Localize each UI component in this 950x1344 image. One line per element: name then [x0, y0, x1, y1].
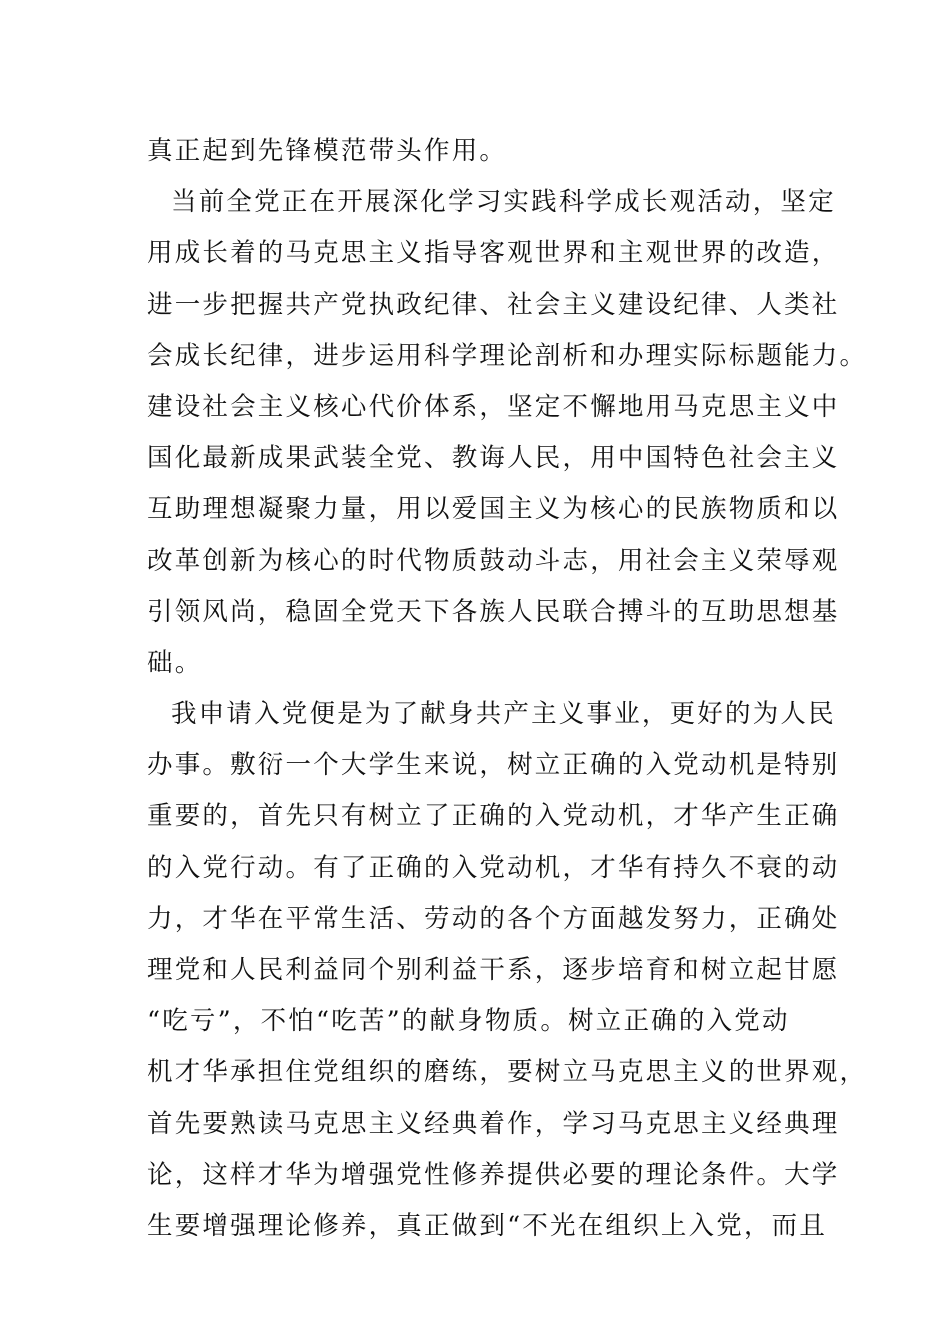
text-line: 的入党行动。有了正确的入党动机，才华有持久不衰的动 — [147, 852, 840, 883]
text-line: “吃亏”，不怕“吃苦”的献身物质。树立正确的入党动 — [147, 1006, 790, 1037]
text-line: 生要增强理论修养，真正做到“不光在组织上入党，而且 — [147, 1210, 828, 1241]
text-line: 改革创新为核心的时代物质鼓动斗志，用社会主义荣辱观 — [147, 545, 840, 576]
paragraph-first-line: 当前全党正在开展深化学习实践科学成长观活动，坚定 — [171, 187, 836, 218]
body-text — [147, 126, 868, 1252]
text-line: 用成长着的马克思主义指导客观世界和主观世界的改造， — [147, 238, 840, 269]
text-line: 互助理想凝聚力量，用以爱国主义为核心的民族物质和以 — [147, 494, 840, 525]
text-line: 会成长纪律，进步运用科学理论剖析和办理实际标题能力。 — [147, 340, 868, 371]
text-line: 办事。敷衍一个大学生来说，树立正确的入党动机是特别 — [147, 750, 840, 781]
text-line: 重要的，首先只有树立了正确的入党动机，才华产生正确 — [147, 801, 840, 832]
text-line: 真正起到先锋模范带头作用。 — [147, 136, 508, 166]
text-line: 机才华承担住党组织的磨练，要树立马克思主义的世界观， — [147, 1057, 868, 1088]
paragraph-first-line: 我申请入党便是为了献身共产主义事业，更好的为人民 — [171, 699, 836, 730]
text-line: 引领风尚，稳固全党天下各族人民联合搏斗的互助思想基 — [147, 596, 840, 627]
text-line: 建设社会主义核心代价体系，坚定不懈地用马克思主义中 — [147, 391, 840, 422]
text-line: 理党和人民利益同个别利益干系，逐步培育和树立起甘愿 — [147, 955, 840, 985]
text-line: 国化最新成果武装全党、教诲人民，用中国特色社会主义 — [147, 443, 840, 474]
text-line: 力，才华在平常生活、劳动的各个方面越发努力，正确处 — [147, 903, 840, 934]
text-line: 进一步把握共产党执政纪律、社会主义建设纪律、人类社 — [147, 289, 840, 320]
text-line: 论，这样才华为增强党性修养提供必要的理论条件。大学 — [147, 1159, 840, 1190]
text-line: 础。 — [147, 647, 203, 678]
text-line: 首先要熟读马克思主义经典着作，学习马克思主义经典理 — [147, 1108, 840, 1139]
